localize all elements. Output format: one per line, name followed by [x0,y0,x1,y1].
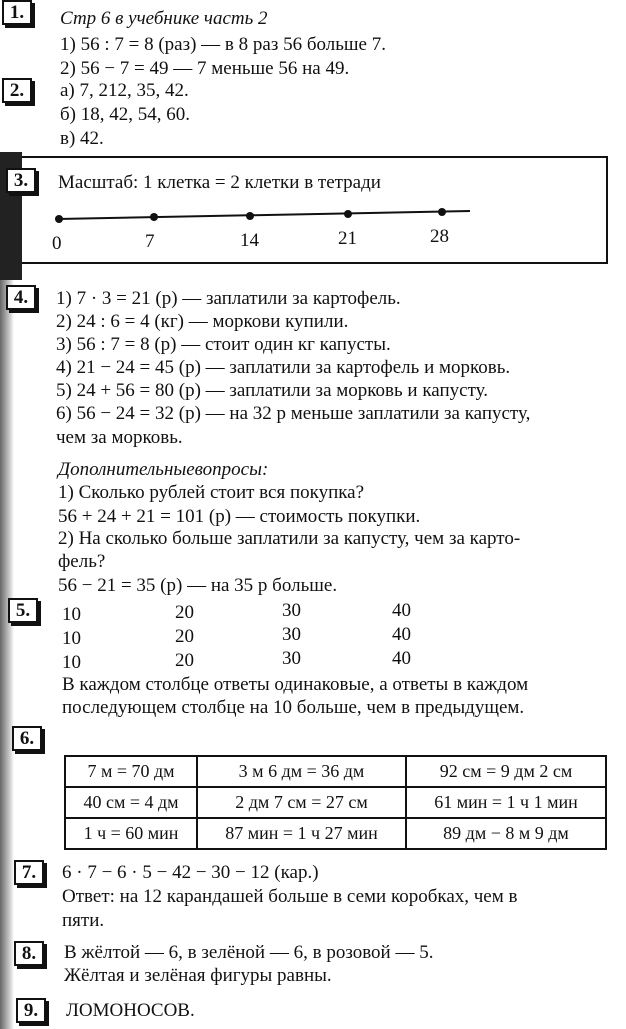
grid-cell: 20 [175,650,194,671]
task4-line: 2) 24 : 6 = 4 (кг) — моркови купили. [56,311,349,332]
tick-point-7 [150,213,158,221]
task-label-1: 1. [2,0,32,25]
table-cell: 40 см = 4 дм [65,787,197,818]
grid-cell: 10 [62,628,81,649]
task4-line: чем за морковь. [56,427,183,448]
task8-line: Жёлтая и зелёная фигуры равны. [64,965,332,986]
table-cell: 2 дм 7 см = 27 см [197,787,406,818]
table-row [65,787,606,818]
task-label-6: 6. [12,726,42,751]
task-label-8: 8. [14,941,44,966]
task-label-5: 5. [8,598,38,623]
task2-line: б) 18, 42, 54, 60. [60,104,190,125]
task2-line: в) 42. [60,128,104,149]
tick-point-0 [55,215,63,223]
grid-cell: 40 [392,648,411,669]
scan-edge-shadow [0,280,14,1029]
extra-line: фель? [58,551,106,572]
task4-line: 1) 7 · 3 = 21 (р) — заплатили за картофель. [56,288,401,309]
tick-label: 0 [52,233,62,254]
task5-text: последующем столбце на 10 больше, чем в предыдущем. [62,697,525,718]
task1-header: Стр 6 в учебнике часть 2 [60,8,268,29]
number-line [0,0,626,300]
tick-label: 7 [145,231,155,252]
tick-label: 28 [430,226,449,247]
tick-point-21 [344,210,352,218]
task-label-3: 3. [6,168,36,193]
table-cell: 1 ч = 60 мин [65,818,197,849]
extra-line: 56 − 21 = 35 (р) — на 35 р больше. [58,575,338,596]
task2-line: а) 7, 212, 35, 42. [60,80,189,101]
tick-point-14 [246,212,254,220]
grid-cell: 10 [62,604,81,625]
extra-line: 2) На сколько больше заплатили за капусту, чем за карто- [58,528,521,549]
grid-cell: 20 [175,602,194,623]
tick-label: 21 [338,228,357,249]
task7-line: пяти. [62,910,105,931]
tick-label: 14 [240,230,259,251]
table-row [65,756,606,787]
grid-cell: 40 [392,624,411,645]
table-cell: 61 мин = 1 ч 1 мин [406,787,606,818]
grid-cell: 30 [282,624,301,645]
task-label-7: 7. [14,860,44,885]
task4-line: 6) 56 − 24 = 32 (р) — на 32 р меньше заплатили за капусту, [56,403,531,424]
task-label-9: 9. [16,998,46,1023]
extra-line: 56 + 24 + 21 = 101 (р) — стоимость покупки. [58,506,421,527]
task5-text: В каждом столбце ответы одинаковые, а ответы в каждом [62,674,529,695]
task4-line: 3) 56 : 7 = 8 (р) — стоит один кг капусты. [56,334,391,355]
table-row [65,818,606,849]
task1-line: 1) 56 : 7 = 8 (раз) — в 8 раз 56 больше 7. [60,34,386,55]
task7-line: 6 · 7 − 6 · 5 − 42 − 30 − 12 (кар.) [62,862,319,883]
table-cell: 92 см = 9 дм 2 см [406,756,606,787]
extra-line: 1) Сколько рублей стоит вся покупка? [58,482,365,503]
extra-questions-header: Дополнительныевопросы: [58,459,269,480]
grid-cell: 30 [282,648,301,669]
table-cell: 87 мин = 1 ч 27 мин [197,818,406,849]
task9-line: ЛОМОНОСОВ. [66,1000,195,1021]
task1-line: 2) 56 − 7 = 49 — 7 меньше 56 на 49. [60,58,350,79]
table-cell: 3 м 6 дм = 36 дм [197,756,406,787]
task8-line: В жёлтой — 6, в зелёной — 6, в розовой — 5. [64,942,434,963]
task-label-4: 4. [6,285,36,310]
task4-line: 4) 21 − 24 = 45 (р) — заплатили за картофель и морковь. [56,357,511,378]
task4-line: 5) 24 + 56 = 80 (р) — заплатили за морковь и капусту. [56,380,488,401]
grid-cell: 20 [175,626,194,647]
grid-cell: 30 [282,600,301,621]
grid-cell: 40 [392,600,411,621]
table-cell: 89 дм − 8 м 9 дм [406,818,606,849]
scale-title: Масштаб: 1 клетка = 2 клетки в тетради [58,172,381,193]
task7-line: Ответ: на 12 карандашей больше в семи коробках, чем в [62,886,518,907]
tick-point-28 [438,208,446,216]
task-label-2: 2. [2,78,32,103]
table-cell: 7 м = 70 дм [65,756,197,787]
conversion-table [64,755,607,850]
grid-cell: 10 [62,652,81,673]
